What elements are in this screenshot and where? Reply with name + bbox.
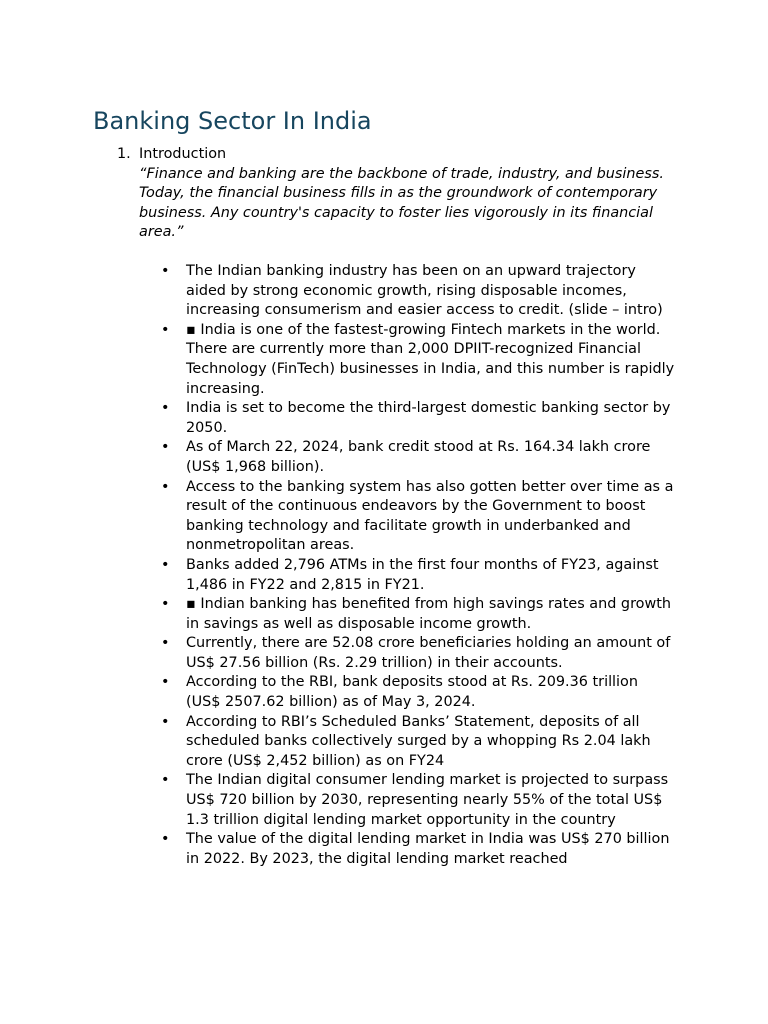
list-item-text: According to RBI’s Scheduled Banks’ Statement, deposits of all scheduled banks collectively surged by a whopping Rs 2.04 lakh crore (US$ 2,452 billion) as on FY24	[186, 713, 651, 769]
bullet-dot-icon: •	[161, 263, 170, 279]
list-item-text: Banks added 2,796 ATMs in the first four months of FY23, against 1,486 in FY22 and 2,815 in FY21.	[186, 556, 659, 593]
list-item	[0, 634, 676, 673]
list-item	[0, 438, 676, 477]
list-item-text: The Indian digital consumer lending market is projected to surpass US$ 720 billion by 2030, representing nearly 55% of the total US$ 1.3 trillion digital lending market opportunity in the country	[186, 772, 669, 828]
section-number: 1.	[117, 146, 131, 162]
bullet-dot-icon: •	[161, 674, 170, 691]
bullet-dot-icon: •	[161, 321, 170, 338]
list-item-text: The Indian banking industry has been on an upward trajectory aided by strong economic growth, rising disposable incomes, increasing consumerism and easier access to credit. (slide – intro)	[186, 263, 663, 319]
bullet-dot-icon: •	[161, 439, 170, 456]
bullet-dot-icon: •	[161, 713, 170, 730]
list-item	[0, 830, 676, 869]
list-item	[0, 399, 676, 438]
list-item-text: According to the RBI, bank deposits stood at Rs. 209.36 trillion (US$ 2507.62 billion) as of May 3, 2024.	[186, 674, 638, 711]
list-item-text: ▪ India is one of the fastest-growing Fintech markets in the world. There are currently more than 2,000 DPIIT-recognized Financial Technology (FinTech) businesses in India, and this number is rapidly increasing.	[186, 321, 675, 397]
list-item	[0, 771, 676, 830]
list-item	[0, 478, 676, 556]
list-item	[0, 673, 676, 712]
list-item	[0, 595, 676, 634]
list-item-text: The value of the digital lending market in India was US$ 270 billion in 2022. By 2023, the digital lending market reached	[186, 831, 670, 867]
bullet-dot-icon: •	[161, 478, 170, 495]
bullet-dot-icon: •	[161, 596, 170, 613]
list-item-text: ▪ Indian banking has benefited from high savings rates and growth in savings as well as disposable income growth.	[186, 596, 672, 632]
bullet-dot-icon: •	[161, 556, 170, 573]
list-item-text: India is set to become the third-largest domestic banking sector by 2050.	[186, 400, 671, 436]
list-item-text: As of March 22, 2024, bank credit stood at Rs. 164.34 lakh crore (US$ 1,968 billion).	[186, 439, 651, 475]
page-title: Banking Sector In India	[93, 107, 372, 135]
list-item	[0, 556, 676, 595]
intro-quote: “Finance and banking are the backbone of trade, industry, and business. Today, the financial business fills in as the groundwork of contemporary business. Any country's capacity to foster lies vigorously in its financial area.”	[139, 165, 664, 241]
bullet-dot-icon: •	[161, 400, 170, 417]
list-item	[0, 321, 676, 399]
list-item	[0, 262, 676, 321]
section-heading: Introduction	[139, 146, 227, 162]
list-item-text: Currently, there are 52.08 crore beneficiaries holding an amount of US$ 27.56 billion (Rs. 2.29 trillion) in their accounts.	[186, 635, 671, 671]
list-item-text: Access to the banking system has also gotten better over time as a result of the continuous endeavors by the Government to boost banking technology and facilitate growth in underbanked and nonmetropolitan areas.	[186, 478, 674, 554]
bullet-list	[0, 262, 768, 869]
bullet-dot-icon: •	[161, 772, 170, 789]
bullet-dot-icon: •	[161, 831, 170, 848]
list-item	[0, 713, 676, 772]
bullet-dot-icon: •	[161, 635, 170, 652]
